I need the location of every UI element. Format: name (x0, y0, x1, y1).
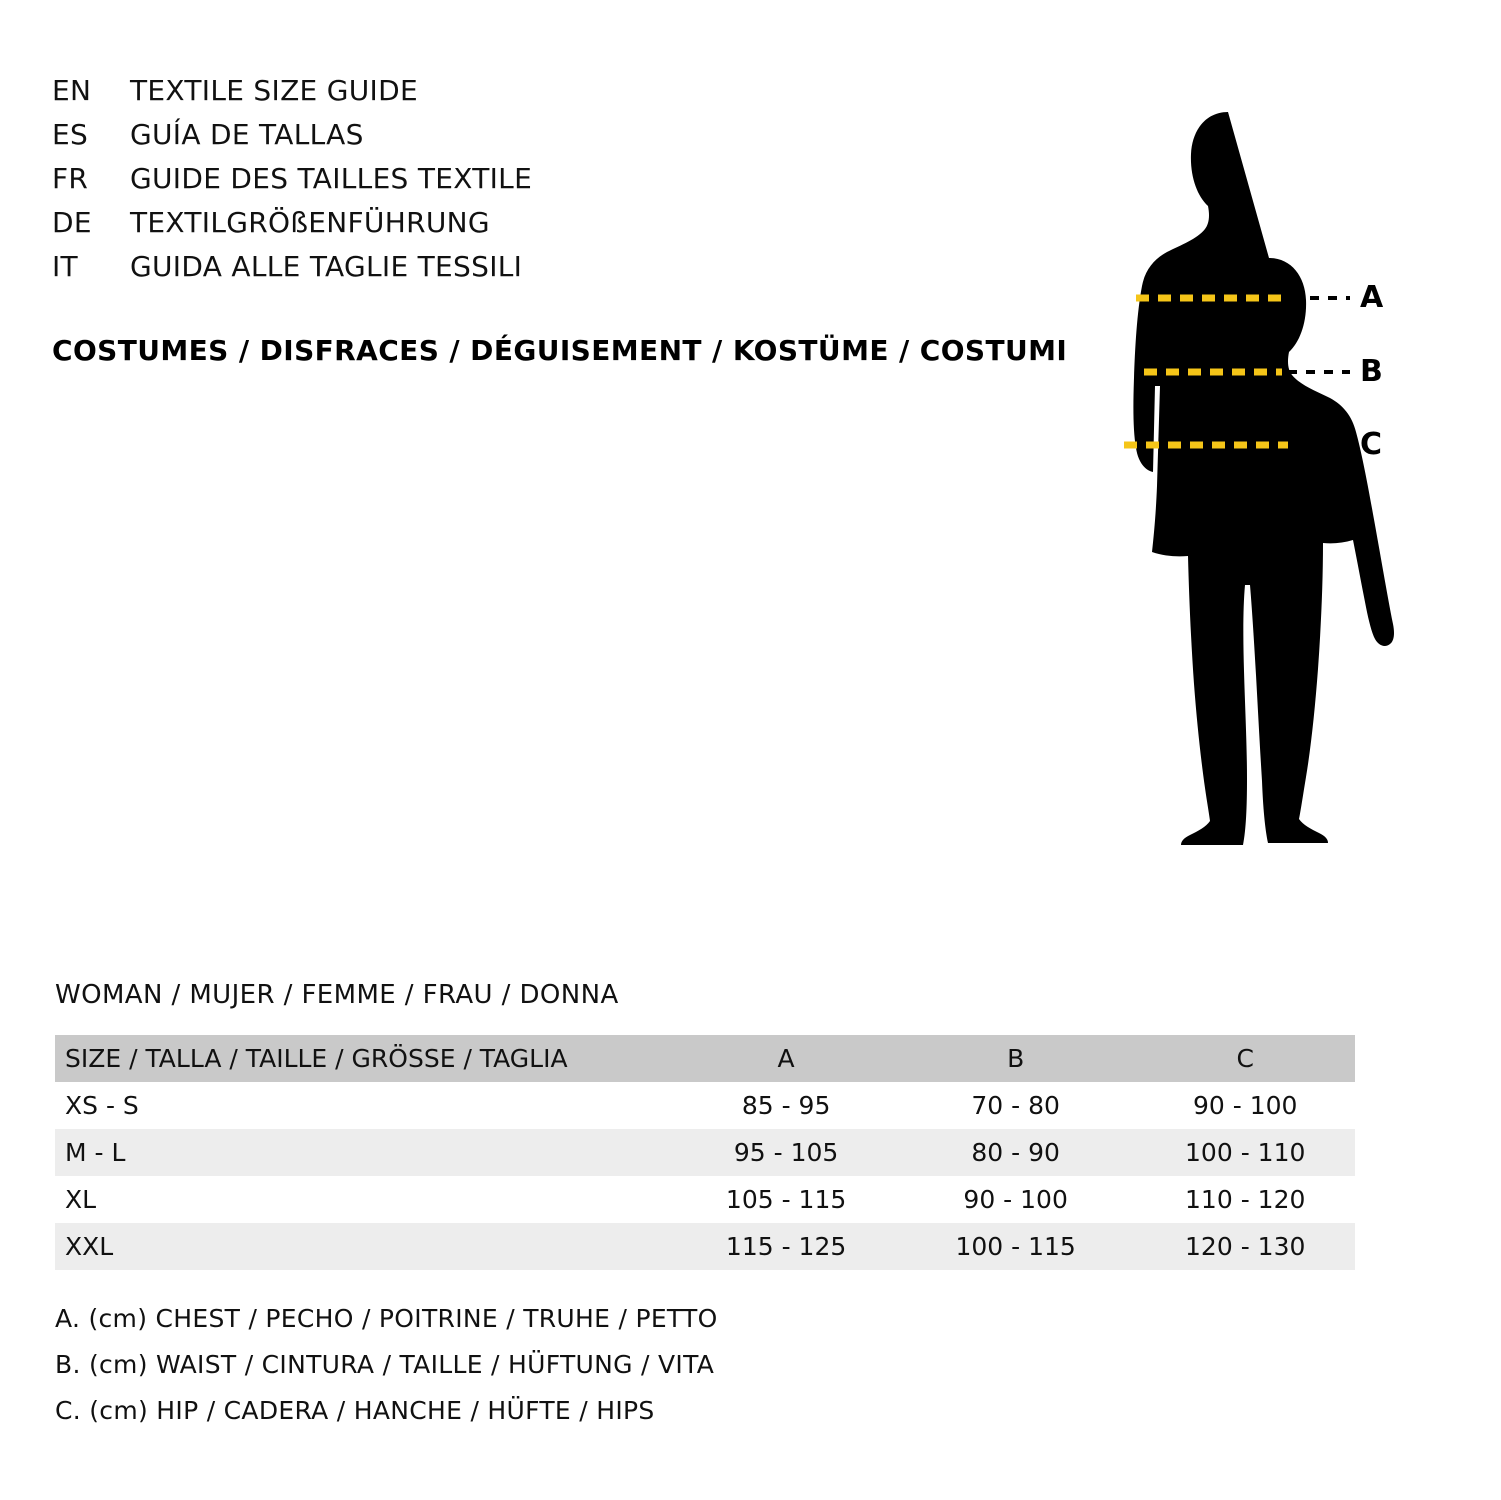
cell-size: XS - S (65, 1091, 139, 1120)
measurement-figure (1020, 60, 1460, 940)
female-silhouette-icon (1020, 60, 1460, 940)
cell-size: M - L (65, 1138, 126, 1167)
language-code-fr: FR (52, 162, 89, 195)
language-row-it (52, 250, 1012, 294)
table-caption: WOMAN / MUJER / FEMME / FRAU / DONNA (55, 980, 619, 1010)
column-header-c: C (1236, 1044, 1254, 1073)
cell-hip: 120 - 130 (1185, 1232, 1306, 1261)
cell-waist: 90 - 100 (963, 1185, 1068, 1214)
table-row (55, 1082, 1355, 1129)
language-code-es: ES (52, 118, 89, 151)
footnote-chest: A. (cm) CHEST / PECHO / POITRINE / TRUHE / PETTO (55, 1304, 718, 1333)
language-code-en: EN (52, 74, 92, 107)
language-code-de: DE (52, 206, 92, 239)
cell-chest: 115 - 125 (725, 1232, 847, 1261)
cell-waist: 70 - 80 (971, 1091, 1060, 1120)
column-header-a: A (777, 1044, 795, 1073)
size-table (55, 1035, 1355, 1270)
footnote-waist: B. (cm) WAIST / CINTURA / TAILLE / HÜFTUNG / VITA (55, 1350, 715, 1379)
language-code-it: IT (52, 250, 78, 283)
marker-label-c: C (1360, 427, 1383, 462)
column-header-b: B (1007, 1044, 1025, 1073)
cell-waist: 100 - 115 (955, 1232, 1076, 1261)
cell-hip: 110 - 120 (1185, 1185, 1306, 1214)
cell-chest: 85 - 95 (741, 1091, 831, 1120)
cell-hip: 90 - 100 (1192, 1091, 1298, 1120)
footnote-hip: C. (cm) HIP / CADERA / HANCHE / HÜFTE / HIPS (55, 1396, 655, 1425)
marker-label-b: B (1360, 354, 1383, 389)
cell-chest: 105 - 115 (725, 1185, 847, 1214)
cell-chest: 95 - 105 (733, 1138, 839, 1167)
footnote-list (55, 1296, 718, 1434)
cell-waist: 80 - 90 (971, 1138, 1060, 1167)
table-row (55, 1223, 1355, 1270)
table-row (55, 1129, 1355, 1176)
language-text-it: GUIDA ALLE TAGLIE TESSILI (130, 250, 523, 283)
language-text-fr: GUIDE DES TAILLES TEXTILE (130, 162, 533, 195)
language-text-de: TEXTILGRÖßENFÜHRUNG (130, 206, 490, 239)
language-list (52, 74, 1012, 294)
cell-hip: 100 - 110 (1185, 1138, 1306, 1167)
language-row-de (52, 206, 1012, 250)
costumes-subtitle: COSTUMES / DISFRACES / DÉGUISEMENT / KOSTÜME / COSTUMI (52, 334, 1068, 367)
table-row (55, 1176, 1355, 1223)
language-row-en (52, 74, 1012, 118)
language-text-en: TEXTILE SIZE GUIDE (130, 74, 418, 107)
table-header-row (55, 1035, 1355, 1082)
table-body (55, 1082, 1355, 1270)
cell-size: XXL (65, 1232, 114, 1261)
table-header (55, 1035, 1355, 1082)
language-row-fr (52, 162, 1012, 206)
cell-size: XL (65, 1185, 97, 1214)
language-row-es (52, 118, 1012, 162)
column-header-size: SIZE / TALLA / TAILLE / GRÖSSE / TAGLIA (65, 1044, 568, 1073)
marker-label-a: A (1360, 280, 1384, 315)
language-text-es: GUÍA DE TALLAS (130, 118, 364, 151)
